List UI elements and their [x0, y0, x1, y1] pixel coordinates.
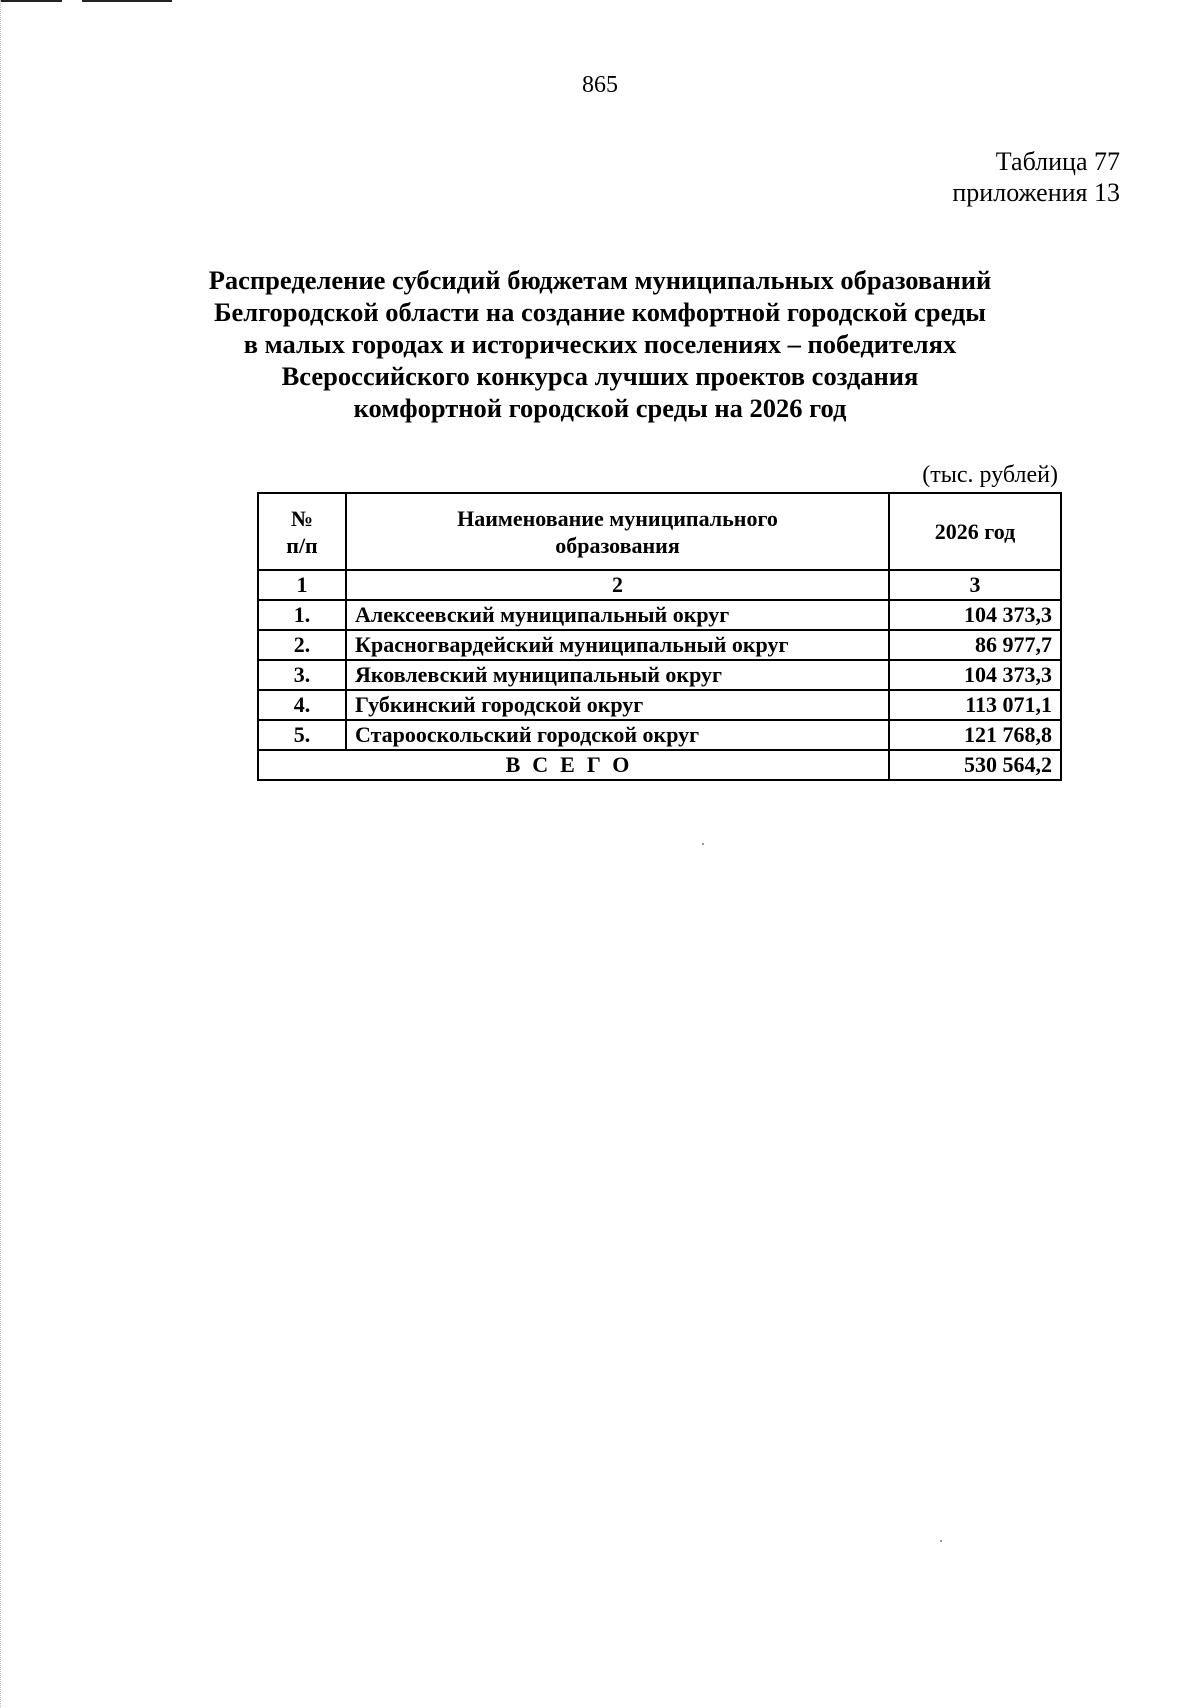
title-line: Распределение субсидий бюджетам муниципальных образований: [208, 265, 992, 295]
subsidy-table: [257, 492, 1062, 781]
table-header-row: [258, 493, 1061, 570]
column-index: 1: [258, 570, 346, 600]
total-row: [258, 750, 1061, 780]
total-value: 530 564,2: [889, 750, 1061, 780]
scan-artifact-edge: [0, 0, 3, 1708]
document-title: [150, 264, 1050, 424]
row-name: Алексеевский муниципальный округ: [346, 600, 889, 630]
title-line: в малых городах и исторических поселениях – победителях: [243, 329, 957, 359]
row-name: Красногвардейский муниципальный округ: [346, 630, 889, 660]
header-number-line2: п/п: [286, 532, 318, 558]
title-line: комфортной городской среды на 2026 год: [353, 393, 847, 423]
column-index: 2: [346, 570, 889, 600]
row-name: Губкинский городской округ: [346, 690, 889, 720]
row-value: 113 071,1: [889, 690, 1061, 720]
row-number: 3.: [258, 660, 346, 690]
annex-table-label: Таблица 77: [995, 147, 1120, 176]
row-value: 121 768,8: [889, 720, 1061, 750]
row-name: Яковлевский муниципальный округ: [346, 660, 889, 690]
table-row: [258, 630, 1061, 660]
table-row: [258, 660, 1061, 690]
title-line: Всероссийского конкурса лучших проектов создания: [281, 361, 919, 391]
page-number: 865: [582, 72, 618, 98]
table-row: [258, 600, 1061, 630]
row-name: Старооскольский городской округ: [346, 720, 889, 750]
header-name-line2: образования: [555, 532, 680, 558]
header-name-line1: Наименование муниципального: [457, 505, 778, 531]
row-value: 86 977,7: [889, 630, 1061, 660]
row-value: 104 373,3: [889, 600, 1061, 630]
title-line: Белгородской области на создание комфортной городской среды: [214, 297, 986, 327]
column-index: 3: [889, 570, 1061, 600]
header-name: [346, 493, 889, 570]
row-number: 1.: [258, 600, 346, 630]
total-label: ВСЕГО: [258, 750, 889, 780]
row-value: 104 373,3: [889, 660, 1061, 690]
header-value: 2026 год: [889, 493, 1061, 570]
scan-speck: [702, 843, 704, 845]
scan-speck: [940, 1540, 942, 1542]
table-row: [258, 690, 1061, 720]
row-number: 2.: [258, 630, 346, 660]
column-index-row: [258, 570, 1061, 600]
header-number-line1: №: [290, 505, 314, 531]
annex-appendix-label: приложения 13: [952, 178, 1120, 207]
row-number: 4.: [258, 690, 346, 720]
header-number: [258, 493, 346, 570]
units-note: (тыс. рублей): [922, 462, 1058, 488]
scan-artifact-top: [0, 0, 200, 3]
table-row: [258, 720, 1061, 750]
row-number: 5.: [258, 720, 346, 750]
annex-reference: [952, 146, 1120, 208]
